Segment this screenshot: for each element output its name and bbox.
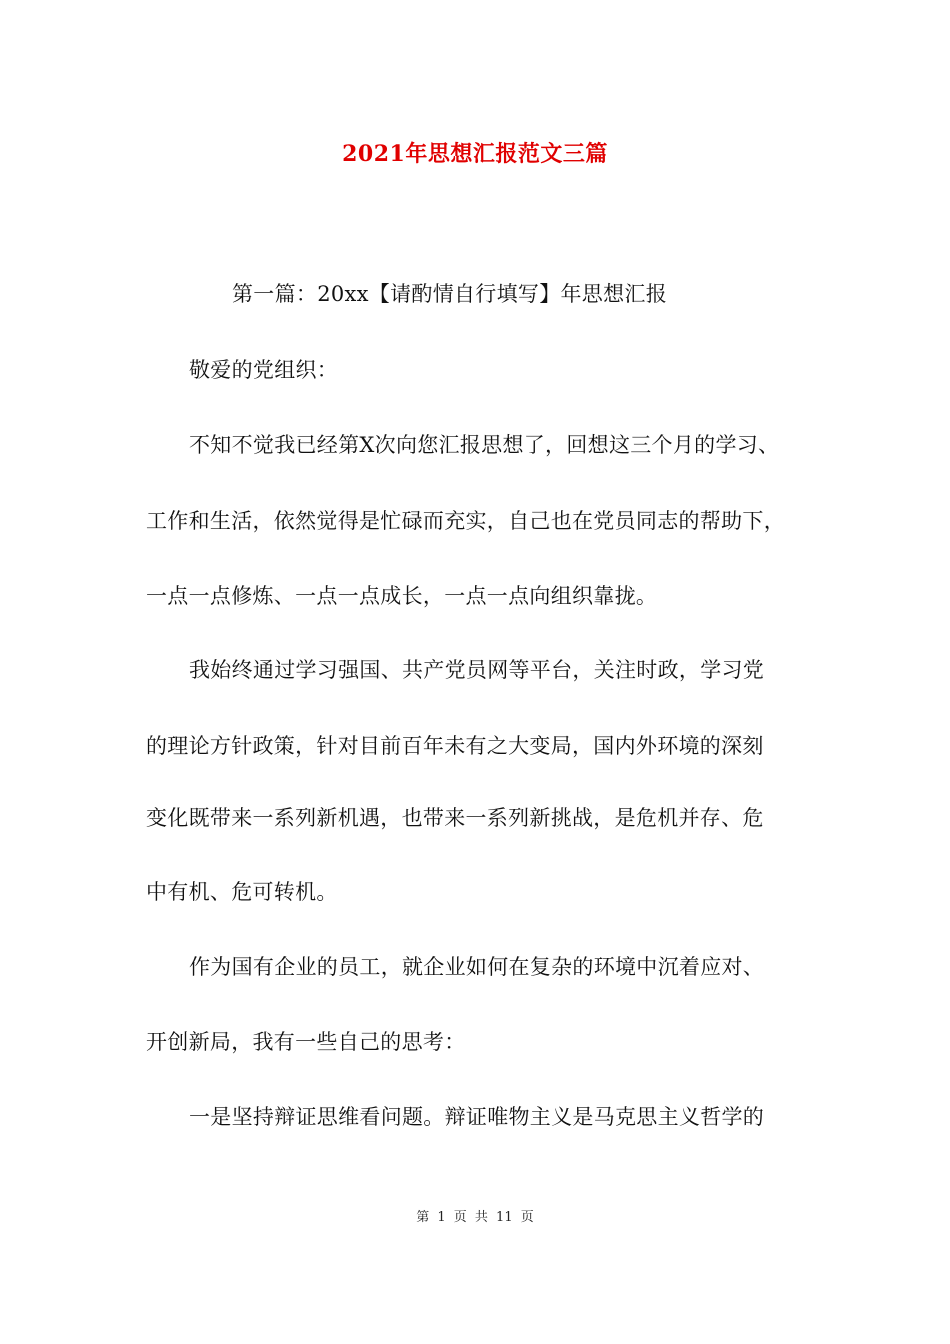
body-line: 作为国有企业的员工，就企业如何在复杂的环境中沉着应对、: [189, 955, 765, 979]
salutation: 敬爱的党组织：: [189, 358, 339, 382]
body-line: 一是坚持辩证思维看问题。辩证唯物主义是马克思主义哲学的: [189, 1105, 765, 1129]
body-line: 变化既带来一系列新机遇，也带来一系列新挑战，是危机并存、危: [146, 806, 764, 830]
body-line: 一点一点修炼、一点一点成长，一点一点向组织靠拢。: [146, 584, 658, 608]
body-line: 的理论方针政策，针对目前百年未有之大变局，国内外环境的深刻: [146, 734, 764, 758]
document-title: 2021年思想汇报范文三篇: [342, 141, 608, 167]
body-line: 我始终通过学习强国、共产党员网等平台，关注时政，学习党: [189, 658, 765, 682]
body-line: 开创新局，我有一些自己的思考：: [146, 1030, 466, 1054]
body-line: 不知不觉我已经第X次向您汇报思想了，回想这三个月的学习、: [189, 433, 780, 457]
body-line: 中有机、危可转机。: [146, 880, 338, 904]
body-line: 工作和生活，依然觉得是忙碌而充实，自己也在党员同志的帮助下，: [146, 509, 785, 533]
page-number-footer: 第 1 页 共 11 页: [416, 1210, 534, 1225]
section-heading: 第一篇：20xx【请酌情自行填写】年思想汇报: [232, 282, 668, 306]
